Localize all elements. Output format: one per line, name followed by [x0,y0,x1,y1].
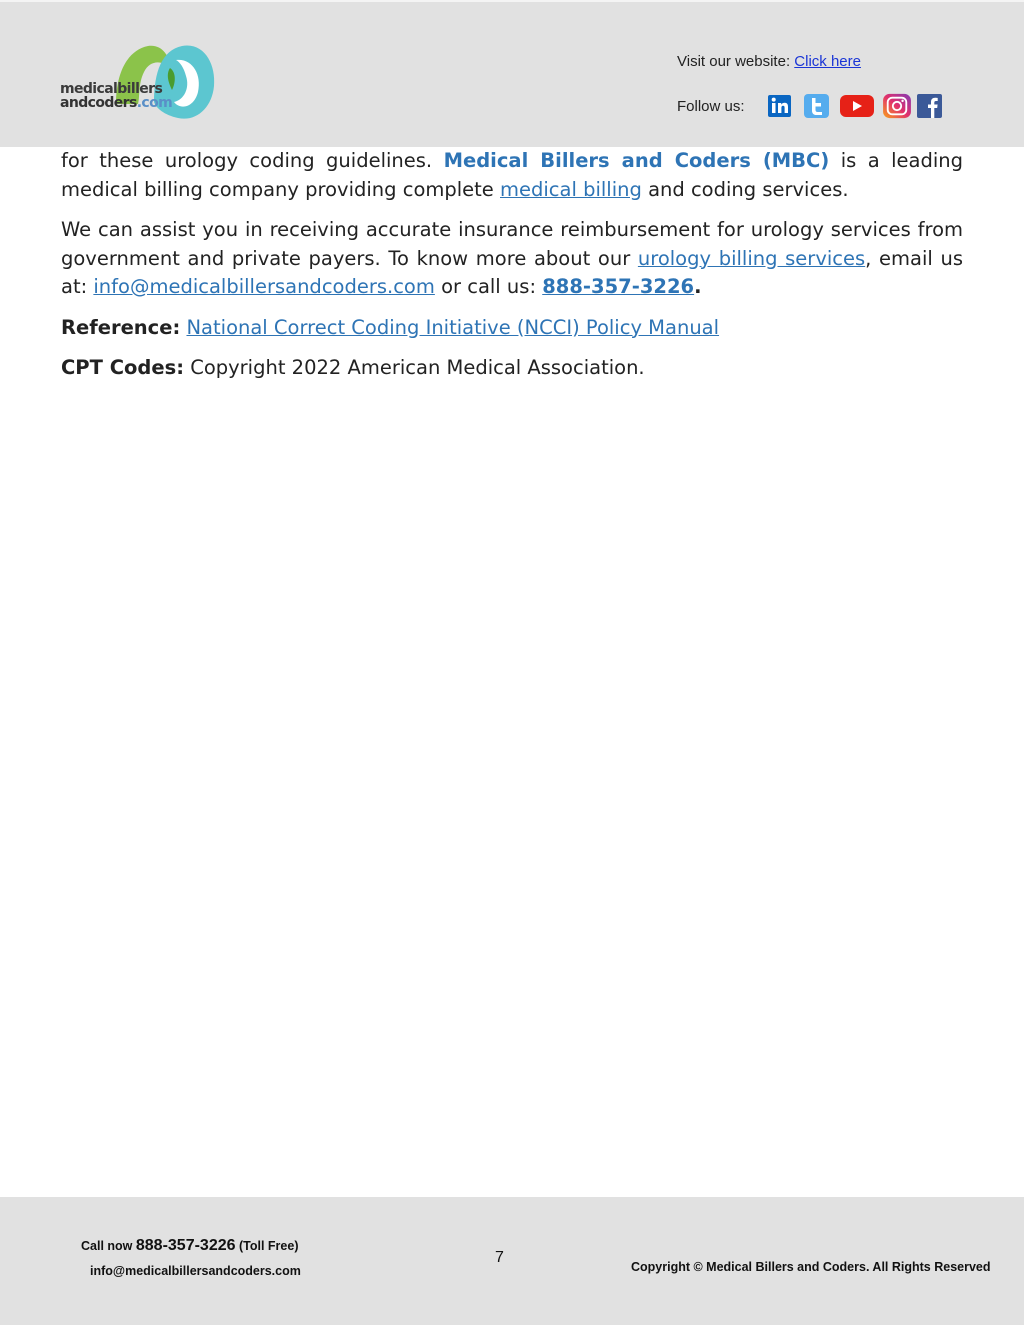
cpt-paragraph [61,354,963,383]
footer-call [81,1237,298,1255]
linkedin-icon[interactable] [767,93,793,119]
email-link[interactable]: info@medicalbillersandcoders.com [93,275,435,298]
ncci-manual-link[interactable]: National Correct Coding Initiative (NCCI) Policy Manual [186,315,720,339]
document-body [61,147,963,395]
page-header [0,0,1024,147]
p2-text-mid: , email us at: [61,246,963,298]
p2-text-call: or call us: [434,275,543,298]
contact-paragraph [61,216,963,302]
footer-phone: 888-357-3226 [135,1237,236,1254]
follow-us-label: Follow us: [677,98,745,115]
intro-paragraph [61,147,963,204]
footer-toll-free: (Toll Free) [235,1239,299,1253]
logo-line2: andcoders [60,95,137,111]
cpt-label: CPT Codes: [61,356,184,379]
youtube-icon[interactable] [839,93,875,119]
cpt-text: Copyright 2022 American Medical Association. [184,356,645,379]
logo-text [60,82,172,110]
p1-text-mid: is a leading medical billing company providing complete [61,149,963,201]
footer-copyright: Copyright © Medical Billers and Coders. All Rights Reserved [631,1260,991,1274]
p2-text-before: We can assist you in receiving accurate insurance reimbursement for urology services from government and private payers. To know more about our [61,218,963,270]
p1-text-before: for these urology coding guidelines. [61,149,444,172]
page-footer [0,1197,1024,1325]
footer-email: info@medicalbillersandcoders.com [90,1264,301,1278]
instagram-icon[interactable] [881,93,913,119]
p2-text-end: . [694,275,702,298]
page-number: 7 [495,1249,504,1266]
medical-billing-link[interactable]: medical billing [500,177,642,201]
click-here-link[interactable]: Click here [794,53,861,70]
reference-paragraph [61,314,963,343]
facebook-icon[interactable] [916,93,943,119]
visit-label: Visit our website: [677,53,795,70]
p1-text-after: and coding services. [641,177,849,201]
brand-name: Medical Billers and Coders (MBC) [443,149,830,172]
urology-billing-services-link[interactable]: urology billing services [637,246,866,270]
phone-link[interactable]: 888-357-3226 [542,275,695,298]
logo-tld: .com [136,95,173,111]
footer-call-label: Call now [81,1239,136,1253]
visit-website [677,53,861,70]
company-logo[interactable] [58,42,218,124]
reference-label: Reference: [61,315,181,339]
logo-line1: medicalbillers [60,81,163,97]
twitter-icon[interactable] [803,93,830,119]
